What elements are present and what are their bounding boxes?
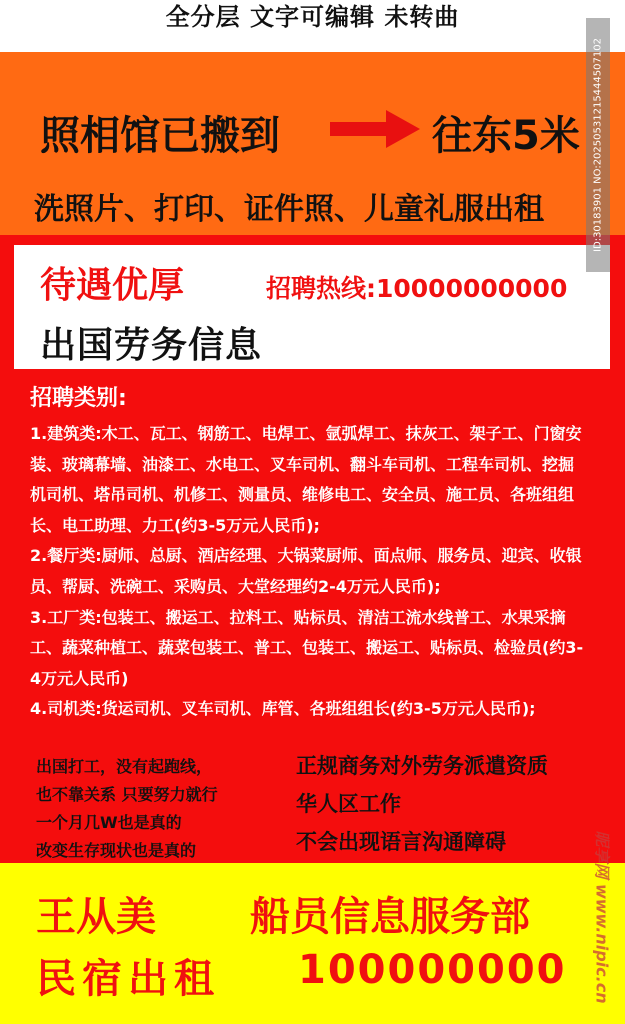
contact-name: 王从美	[36, 894, 156, 940]
header-box	[14, 245, 610, 369]
orange-banner	[0, 52, 625, 235]
department-name: 船员信息服务部	[250, 894, 530, 940]
left-slogan	[36, 753, 218, 865]
categories-title: 招聘类别:	[30, 386, 127, 411]
feature-line: 华人区工作	[296, 792, 401, 816]
red-section	[0, 235, 625, 863]
slogan-line: 一个月几W也是真的	[36, 813, 182, 832]
category-item: 2.餐厅类:厨师、总厨、酒店经理、大锅菜厨师、面点师、服务员、迎宾、收银员、帮厨、洗碗工、采购员、大堂经理约2-4万元人民币);	[30, 546, 582, 596]
section-title: 出国劳务信息	[40, 325, 263, 366]
services-line: 洗照片、打印、证件照、儿童礼服出租	[34, 192, 544, 227]
category-item: 3.工厂类:包装工、搬运工、拉料工、贴标员、清洁工流水线普工、水果采摘工、蔬菜种植工、蔬菜包装工、普工、包装工、搬运工、贴标员、检验员(约3-4万元人民币)	[30, 607, 584, 688]
watermark-text: 昵享网 www.nipic.cn	[592, 830, 612, 1004]
watermark	[583, 812, 623, 1022]
feature-line: 不会出现语言沟通障碍	[296, 830, 506, 854]
rent-text: 民宿出租	[36, 956, 220, 1002]
yellow-footer	[0, 863, 625, 1024]
benefit-text: 待遇优厚	[40, 265, 185, 306]
slogan-line: 出国打工，没有起跑线，	[36, 757, 213, 776]
categories-list	[30, 419, 586, 725]
image-id-label	[586, 18, 610, 272]
moved-notice: 照相馆已搬到	[40, 113, 280, 159]
slogan-line: 改变生存现状也是真的	[36, 841, 197, 860]
right-features	[296, 747, 548, 861]
phone-number: 100000000	[298, 947, 567, 993]
category-item: 1.建筑类:木工、瓦工、钢筋工、电焊工、氩弧焊工、抹灰工、架子工、门窗安装、玻璃幕墙、油漆工、水电工、叉车司机、翻斗车司机、工程车司机、挖掘机司机、塔吊司机、机修工、测量员、维修电工、安全员、施工员、各班组组长、电工助理、力工(约3-5万元人民币);	[30, 424, 582, 535]
category-item: 4.司机类:货运司机、叉车司机、库管、各班组组长(约3-5万元人民币);	[30, 699, 536, 719]
hotline-text: 招聘热线:10000000000	[266, 274, 568, 303]
top-caption: 全分层 文字可编辑 未转曲	[0, 0, 625, 52]
image-id-text: ID:30183901 NO:20250531215444507102	[592, 38, 604, 252]
feature-line: 正规商务对外劳务派遣资质	[296, 754, 548, 778]
slogan-line: 也不靠关系 只要努力就行	[36, 785, 218, 804]
right-arrow-icon	[330, 110, 420, 148]
new-location: 往东5米	[432, 113, 580, 159]
